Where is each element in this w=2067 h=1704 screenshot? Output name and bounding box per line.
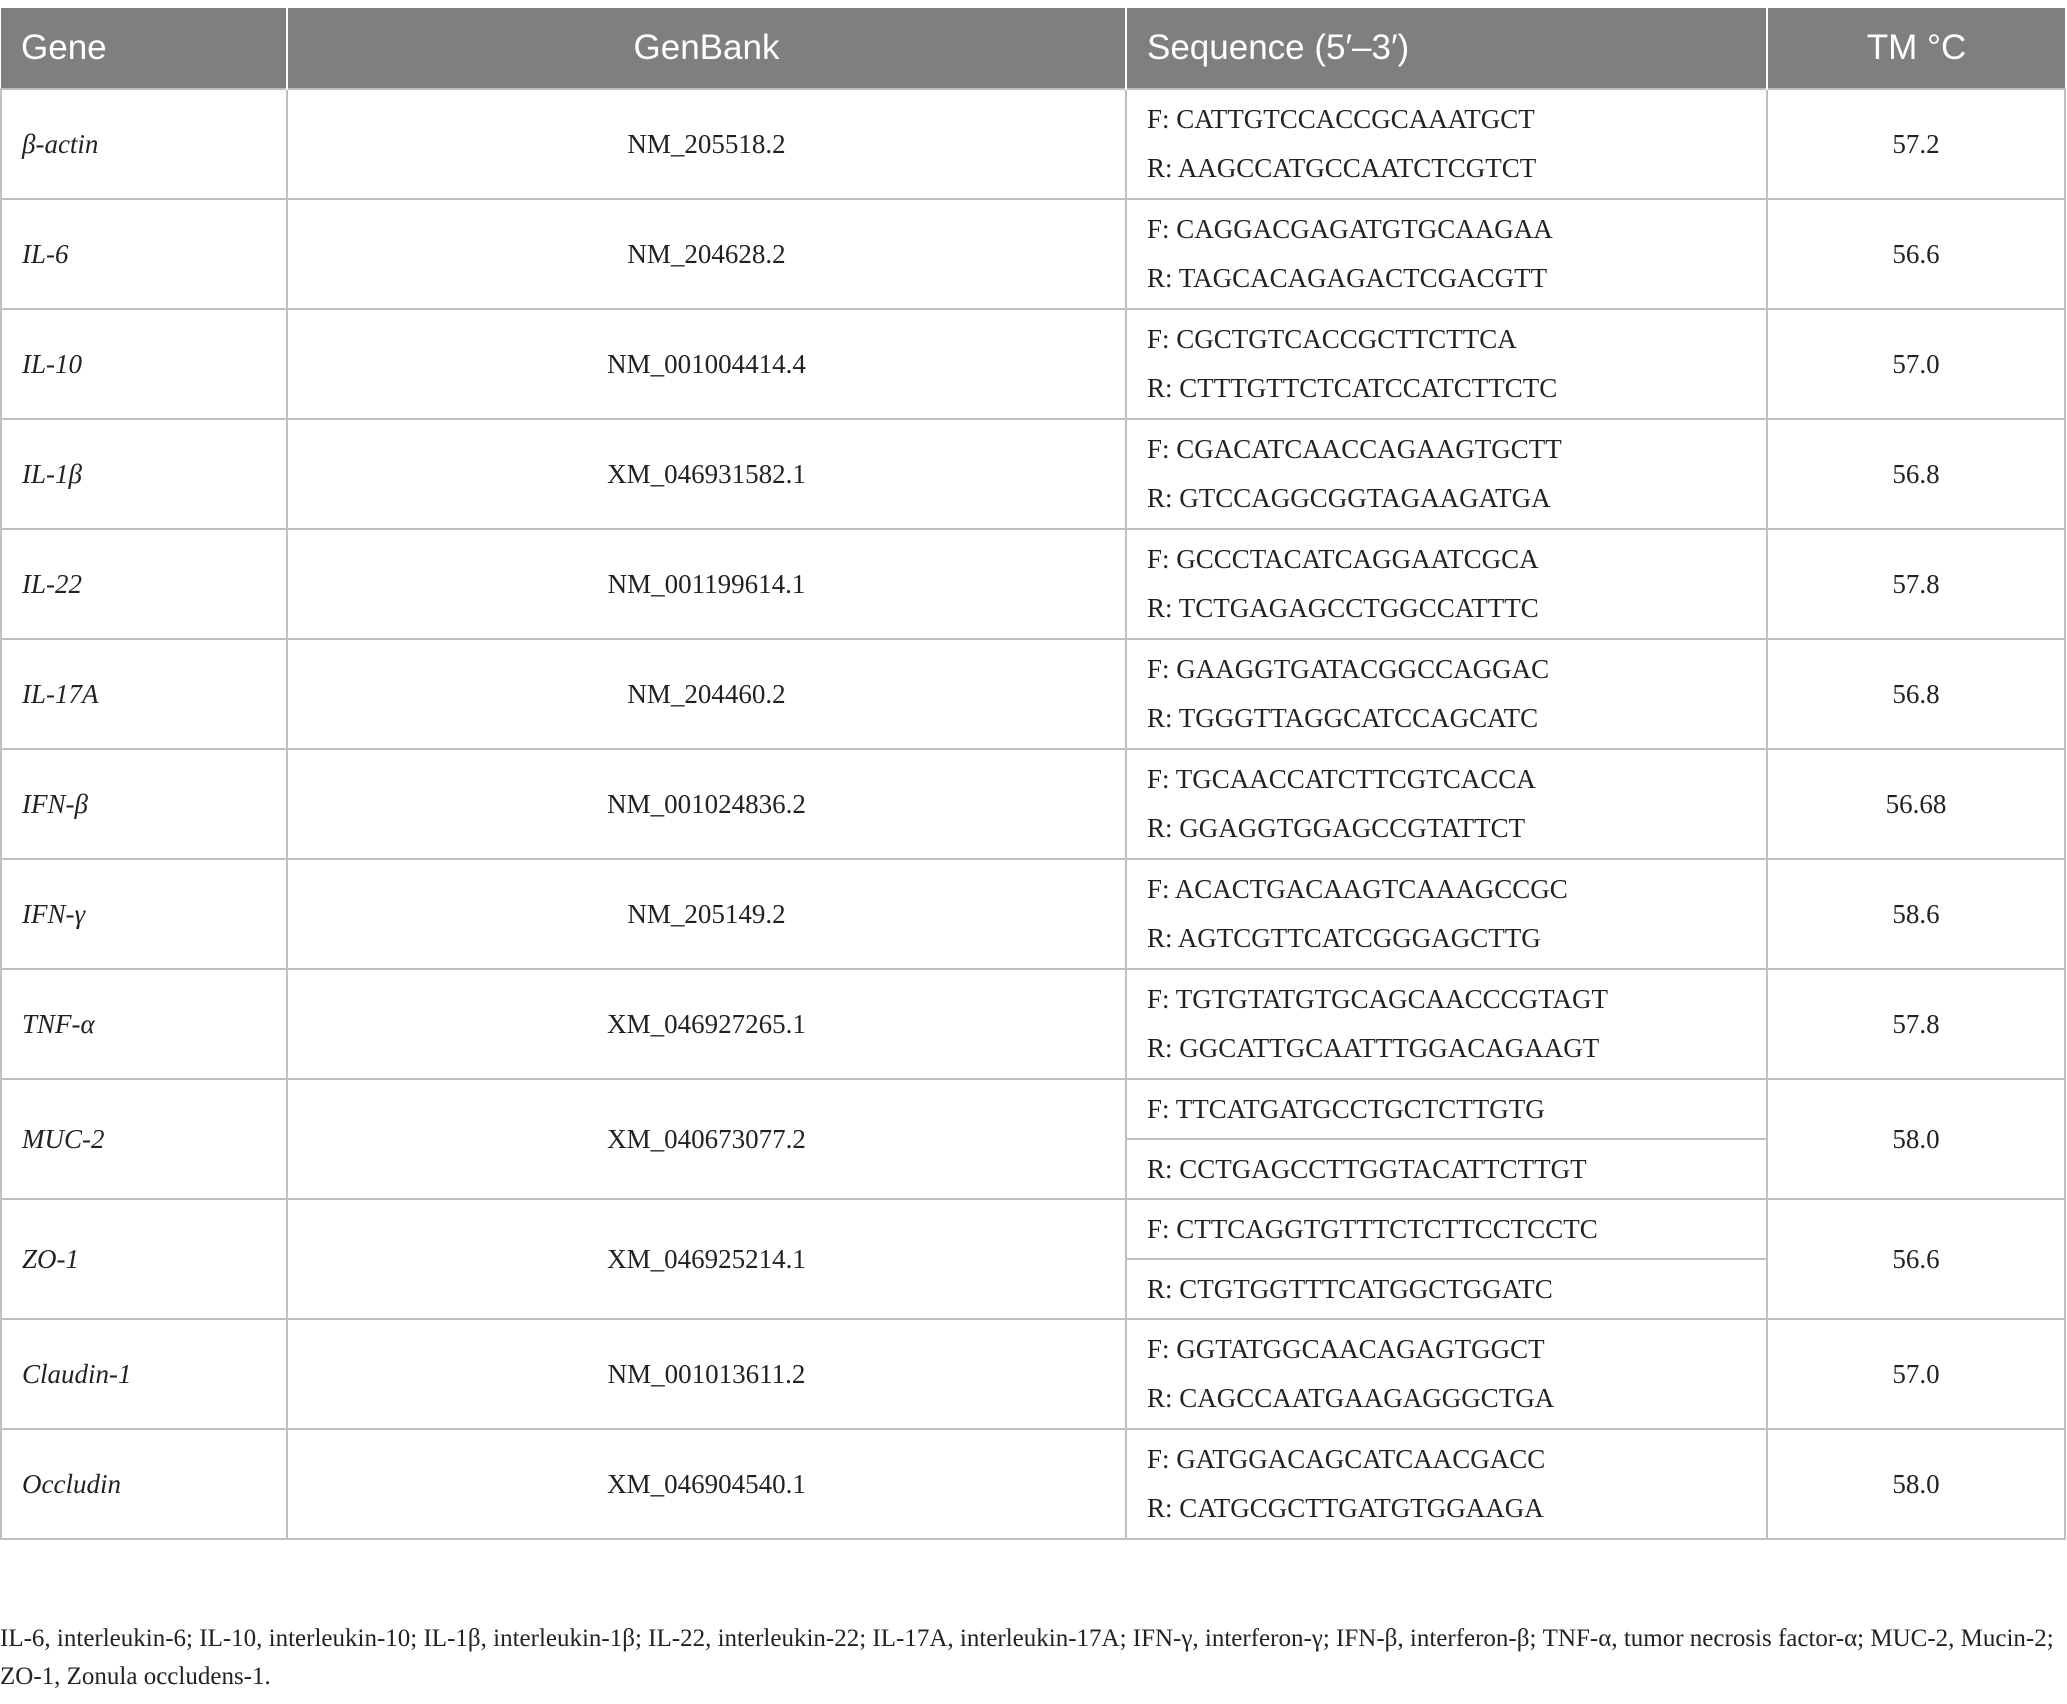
table-footnote: IL-6, interleukin-6; IL-10, interleukin-10; IL-1β, interleukin-1β; IL-22, interleukin-22; IL-17A, interleukin-17A; IFN-γ, interferon-γ; IFN-β, interferon-β; TNF-α, tumor necrosis factor-α; MUC-2, Mucin-2; ZO-1, Zonula occludens-1. — [0, 1625, 2054, 1690]
header-tm: TM °C — [1767, 8, 2065, 89]
table-row — [1, 749, 2065, 859]
header-sequence: Sequence (5′–3′) — [1126, 8, 1767, 89]
gene-cell: Occludin — [1, 1429, 287, 1539]
reverse-primer: R: GTCCAGGCGGTAGAAGATGA — [1147, 483, 1551, 513]
sequence-cell — [1126, 1429, 1767, 1539]
genbank-cell: NM_001199614.1 — [287, 529, 1126, 639]
gene-cell: MUC-2 — [1, 1079, 287, 1199]
reverse-primer: R: TAGCACAGAGACTCGACGTT — [1147, 263, 1548, 293]
reverse-primer: R: TGGGTTAGGCATCCAGCATC — [1147, 703, 1539, 733]
forward-primer: F: CGCTGTCACCGCTTCTTCA — [1147, 324, 1517, 354]
primer-table — [0, 8, 2066, 1540]
tm-cell: 57.8 — [1767, 969, 2065, 1079]
tm-cell: 58.0 — [1767, 1429, 2065, 1539]
reverse-primer: R: AGTCGTTCATCGGGAGCTTG — [1147, 923, 1541, 953]
table-body — [1, 89, 2065, 1539]
header-genbank: GenBank — [287, 8, 1126, 89]
forward-primer: F: CTTCAGGTGTTTCTCTTCCTCCTC — [1126, 1199, 1767, 1259]
table-row — [1, 529, 2065, 639]
sequence-cell — [1126, 89, 1767, 199]
sequence-cell — [1126, 749, 1767, 859]
reverse-primer: R: CATGCGCTTGATGTGGAAGA — [1147, 1493, 1544, 1523]
forward-primer: F: GAAGGTGATACGGCCAGGAC — [1147, 654, 1550, 684]
gene-cell: ZO-1 — [1, 1199, 287, 1319]
reverse-primer: R: GGAGGTGGAGCCGTATTCT — [1147, 813, 1526, 843]
forward-primer: F: GCCCTACATCAGGAATCGCA — [1147, 544, 1539, 574]
genbank-cell: NM_001004414.4 — [287, 309, 1126, 419]
reverse-primer: R: GGCATTGCAATTTGGACAGAAGT — [1147, 1033, 1600, 1063]
forward-primer: F: CATTGTCCACCGCAAATGCT — [1147, 104, 1535, 134]
genbank-cell: NM_001024836.2 — [287, 749, 1126, 859]
gene-cell: Claudin-1 — [1, 1319, 287, 1429]
tm-cell: 57.8 — [1767, 529, 2065, 639]
gene-cell: IFN-β — [1, 749, 287, 859]
sequence-cell — [1126, 199, 1767, 309]
table-row — [1, 1319, 2065, 1429]
reverse-primer: R: TCTGAGAGCCTGGCCATTTC — [1147, 593, 1539, 623]
gene-cell: IL-1β — [1, 419, 287, 529]
primer-table-container — [0, 8, 2064, 1540]
table-row — [1, 969, 2065, 1079]
sequence-cell — [1126, 419, 1767, 529]
genbank-cell: XM_040673077.2 — [287, 1079, 1126, 1199]
genbank-cell: NM_205518.2 — [287, 89, 1126, 199]
forward-primer: F: GATGGACAGCATCAACGACC — [1147, 1444, 1546, 1474]
tm-cell: 56.6 — [1767, 1199, 2065, 1319]
tm-cell: 56.8 — [1767, 639, 2065, 749]
gene-cell: IL-10 — [1, 309, 287, 419]
sequence-cell — [1126, 529, 1767, 639]
genbank-cell: NM_001013611.2 — [287, 1319, 1126, 1429]
genbank-cell: XM_046925214.1 — [287, 1199, 1126, 1319]
tm-cell: 58.6 — [1767, 859, 2065, 969]
reverse-primer: R: CTTTGTTCTCATCCATCTTCTC — [1147, 373, 1558, 403]
gene-cell: IL-17A — [1, 639, 287, 749]
table-row — [1, 1199, 2065, 1259]
genbank-cell: XM_046931582.1 — [287, 419, 1126, 529]
reverse-primer: R: CCTGAGCCTTGGTACATTCTTGT — [1126, 1139, 1767, 1199]
table-row — [1, 419, 2065, 529]
tm-cell: 56.8 — [1767, 419, 2065, 529]
gene-cell: TNF-α — [1, 969, 287, 1079]
genbank-cell: NM_204628.2 — [287, 199, 1126, 309]
table-row — [1, 859, 2065, 969]
gene-cell: β-actin — [1, 89, 287, 199]
table-row — [1, 89, 2065, 199]
table-row — [1, 309, 2065, 419]
genbank-cell: NM_204460.2 — [287, 639, 1126, 749]
sequence-cell — [1126, 639, 1767, 749]
reverse-primer: R: AAGCCATGCCAATCTCGTCT — [1147, 153, 1537, 183]
sequence-cell — [1126, 309, 1767, 419]
forward-primer: F: TGCAACCATCTTCGTCACCA — [1147, 764, 1536, 794]
forward-primer: F: ACACTGACAAGTCAAAGCCGC — [1147, 874, 1568, 904]
tm-cell: 56.68 — [1767, 749, 2065, 859]
forward-primer: F: CGACATCAACCAGAAGTGCTT — [1147, 434, 1562, 464]
tm-cell: 57.0 — [1767, 309, 2065, 419]
tm-cell: 57.2 — [1767, 89, 2065, 199]
forward-primer: F: CAGGACGAGATGTGCAAGAA — [1147, 214, 1553, 244]
forward-primer: F: TGTGTATGTGCAGCAACCCGTAGT — [1147, 984, 1608, 1014]
genbank-cell: XM_046927265.1 — [287, 969, 1126, 1079]
reverse-primer: R: CTGTGGTTTCATGGCTGGATC — [1126, 1259, 1767, 1319]
tm-cell: 57.0 — [1767, 1319, 2065, 1429]
tm-cell: 58.0 — [1767, 1079, 2065, 1199]
genbank-cell: NM_205149.2 — [287, 859, 1126, 969]
table-row — [1, 1429, 2065, 1539]
gene-cell: IL-22 — [1, 529, 287, 639]
reverse-primer: R: CAGCCAATGAAGAGGGCTGA — [1147, 1383, 1555, 1413]
forward-primer: F: GGTATGGCAACAGAGTGGCT — [1147, 1334, 1545, 1364]
sequence-cell — [1126, 1319, 1767, 1429]
table-row — [1, 639, 2065, 749]
forward-primer: F: TTCATGATGCCTGCTCTTGTG — [1126, 1079, 1767, 1139]
genbank-cell: XM_046904540.1 — [287, 1429, 1126, 1539]
sequence-cell — [1126, 859, 1767, 969]
table-header — [1, 8, 2065, 89]
sequence-cell — [1126, 969, 1767, 1079]
table-row — [1, 1079, 2065, 1139]
header-gene: Gene — [1, 8, 287, 89]
table-row — [1, 199, 2065, 309]
tm-cell: 56.6 — [1767, 199, 2065, 309]
gene-cell: IL-6 — [1, 199, 287, 309]
gene-cell: IFN-γ — [1, 859, 287, 969]
